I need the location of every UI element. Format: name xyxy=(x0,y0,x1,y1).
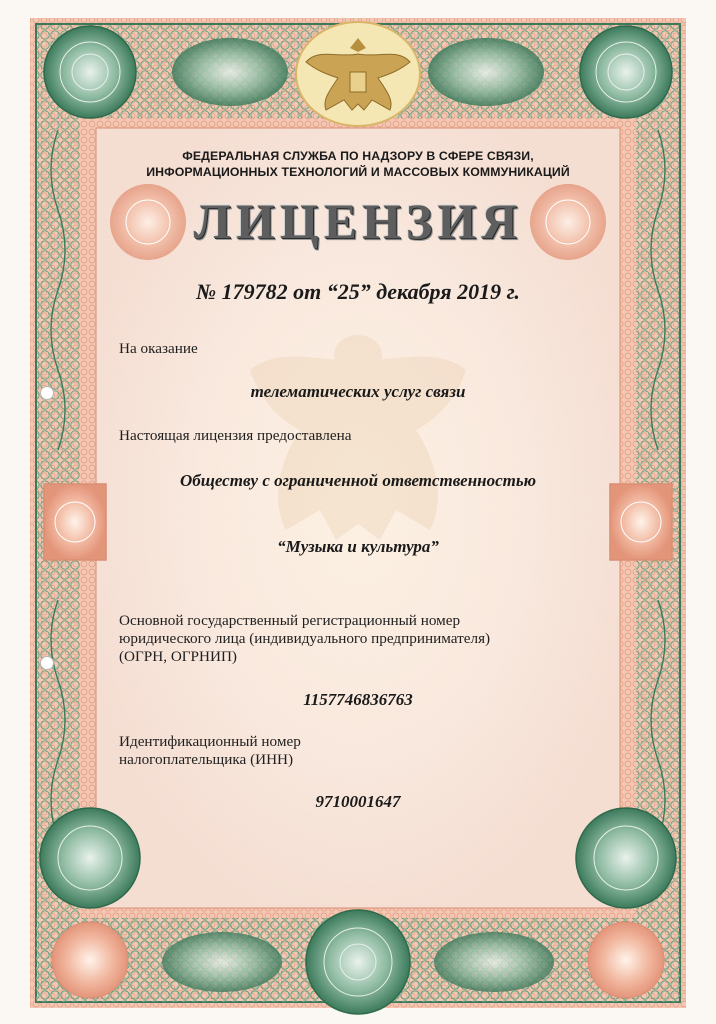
emblem-icon xyxy=(296,22,420,126)
inn-value: 9710001647 xyxy=(315,792,401,811)
license-number: № 179782 от “25” декабря 2019 г. xyxy=(196,279,520,304)
licensee-form: Обществу с ограниченной ответственностью xyxy=(179,471,537,490)
licensee-name: “Музыка и культура” xyxy=(277,537,439,556)
ogrn-label-line-1: Основной государственный регистрационный номер xyxy=(119,612,461,629)
agency-line-1: ФЕДЕРАЛЬНАЯ СЛУЖБА ПО НАДЗОРУ В СФЕРЕ СВЯЗИ, xyxy=(182,149,534,163)
service-label: На оказание xyxy=(119,340,198,357)
document-title: ЛИЦЕНЗИЯ xyxy=(193,193,523,249)
ogrn-label-line-2: юридического лица (индивидуального предпринимателя) xyxy=(119,630,491,647)
inn-label-line-1: Идентификационный номер xyxy=(119,733,301,750)
licensee-label: Настоящая лицензия предоставлена xyxy=(119,427,352,444)
ogrn-value: 1157746836763 xyxy=(303,690,413,709)
agency-line-2: ИНФОРМАЦИОННЫХ ТЕХНОЛОГИЙ И МАССОВЫХ КОММУНИКАЦИЙ xyxy=(146,165,570,179)
service-value: телематических услуг связи xyxy=(250,382,466,401)
inn-label-line-2: налогоплательщика (ИНН) xyxy=(119,751,294,768)
ogrn-label-line-3: (ОГРН, ОГРНИП) xyxy=(119,648,237,665)
